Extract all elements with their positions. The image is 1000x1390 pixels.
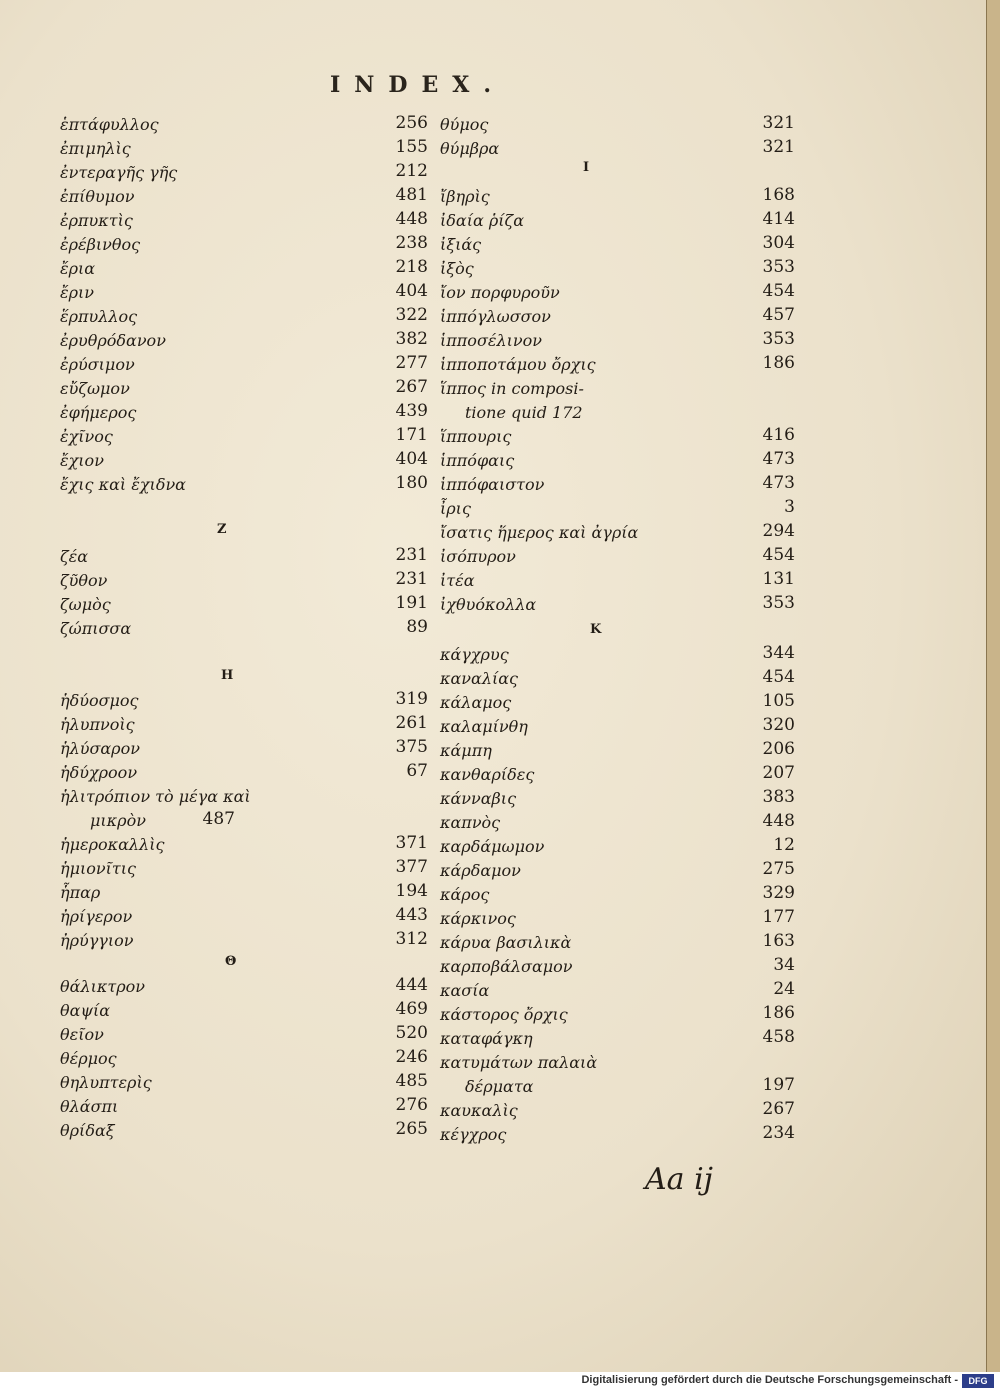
section-letter: Z <box>217 522 227 537</box>
entry-page-number: 473 <box>762 449 795 469</box>
entry-page-number: 231 <box>395 545 428 565</box>
entry-page-number: 443 <box>395 905 428 925</box>
entry-term: ἧπαρ <box>60 883 101 902</box>
entry-term: καλαμίνθη <box>440 717 528 736</box>
entry-page-number: 238 <box>395 233 428 253</box>
entry-term: ἐπιμηλὶς <box>60 139 131 158</box>
entry-page-number: 218 <box>395 257 428 277</box>
entry-page-number: 321 <box>762 137 795 157</box>
entry-term: θαψία <box>60 1001 111 1020</box>
entry-term: κάρδαμον <box>440 861 521 880</box>
entry-page-number: 353 <box>762 257 795 277</box>
entry-page-number: 382 <box>395 329 428 349</box>
entry-page-number: 322 <box>395 305 428 325</box>
section-letter: K <box>590 622 602 637</box>
entry-term: θλάσπι <box>60 1097 119 1116</box>
entry-page-number: 304 <box>762 233 795 253</box>
entry-page-number: 321 <box>762 113 795 133</box>
entry-term: θύμβρα <box>440 139 500 158</box>
entry-term: κάνναβις <box>440 789 517 808</box>
entry-term: θρίδαξ <box>60 1121 115 1140</box>
entry-page-number: 246 <box>395 1047 428 1067</box>
entry-term: καπνὸς <box>440 813 501 832</box>
entry-term: tione quid 172 <box>465 403 583 422</box>
entry-page-number: 473 <box>762 473 795 493</box>
page-title: INDEX. <box>330 72 505 98</box>
entry-term: ἰχθυόκολλα <box>440 595 537 614</box>
entry-term: κάγχρυς <box>440 645 509 664</box>
entry-term: μικρὸν <box>90 811 146 830</box>
entry-page-number: 416 <box>762 425 795 445</box>
entry-term: κάρυα βασιλικὰ <box>440 933 572 952</box>
entry-term: ἰξιάς <box>440 235 482 254</box>
page-edge <box>986 0 1000 1372</box>
entry-page-number: 454 <box>762 667 795 687</box>
entry-term: θέρμος <box>60 1049 117 1068</box>
entry-term: ζῦθον <box>60 571 108 590</box>
entry-term: θάλικτρον <box>60 977 145 996</box>
entry-page-number: 320 <box>762 715 795 735</box>
entry-term: ἴσατις ἥμερος καὶ ἀγρία <box>440 523 639 542</box>
entry-page-number: 353 <box>762 329 795 349</box>
entry-page-number: 155 <box>395 137 428 157</box>
entry-term: ἰτέα <box>440 571 475 590</box>
entry-page-number: 444 <box>395 975 428 995</box>
entry-page-number: 267 <box>395 377 428 397</box>
entry-term: ἡλιτρόπιον τὸ μέγα καὶ <box>60 787 251 806</box>
entry-term: ζέα <box>60 547 89 566</box>
entry-term: κέγχρος <box>440 1125 507 1144</box>
entry-page-number: 383 <box>762 787 795 807</box>
entry-page-number: 414 <box>762 209 795 229</box>
entry-term: ἶρις <box>440 499 471 518</box>
entry-page-number: 89 <box>406 617 428 637</box>
entry-term: κάλαμος <box>440 693 512 712</box>
entry-term: ἵππος in composi- <box>440 379 584 398</box>
entry-page-number: 105 <box>762 691 795 711</box>
entry-term: ἔριν <box>60 283 94 302</box>
entry-page-number: 275 <box>762 859 795 879</box>
entry-page-number: 294 <box>762 521 795 541</box>
entry-page-number: 448 <box>762 811 795 831</box>
entry-term: ἔρια <box>60 259 96 278</box>
entry-term: θηλυπτερὶς <box>60 1073 152 1092</box>
entry-page-number: 67 <box>406 761 428 781</box>
entry-term: ἡμιονῖτις <box>60 859 136 878</box>
entry-page-number: 485 <box>395 1071 428 1091</box>
entry-page-number: 454 <box>762 545 795 565</box>
entry-page-number: 256 <box>395 113 428 133</box>
footer-credit: Digitalisierung gefördert durch die Deutsche Forschungsgemeinschaft - <box>581 1374 958 1386</box>
entry-term: ἕρπυλλος <box>60 307 138 326</box>
entry-page-number: 277 <box>395 353 428 373</box>
entry-term: κατυμάτων παλαιὰ <box>440 1053 598 1072</box>
entry-page-number: 3 <box>784 497 795 517</box>
entry-term: ἐντεραγῆς γῆς <box>60 163 178 182</box>
entry-page-number: 454 <box>762 281 795 301</box>
entry-term: εὔζωμον <box>60 379 130 398</box>
entry-page-number: 267 <box>762 1099 795 1119</box>
entry-term: ἐρύσιμον <box>60 355 135 374</box>
entry-term: ζωμὸς <box>60 595 111 614</box>
entry-page-number: 457 <box>762 305 795 325</box>
entry-page-number: 177 <box>762 907 795 927</box>
entry-term: ἱπποσέλινον <box>440 331 542 350</box>
entry-term: θύμος <box>440 115 489 134</box>
entry-page-number: 168 <box>762 185 795 205</box>
entry-term: ἱππόγλωσσον <box>440 307 551 326</box>
entry-term: θεῖον <box>60 1025 104 1044</box>
entry-term: καυκαλὶς <box>440 1101 518 1120</box>
entry-page-number: 212 <box>395 161 428 181</box>
entry-page-number: 404 <box>395 449 428 469</box>
entry-page-number: 131 <box>762 569 795 589</box>
entry-term: κάρκινος <box>440 909 516 928</box>
entry-page-number: 319 <box>395 689 428 709</box>
entry-page-number: 265 <box>395 1119 428 1139</box>
entry-page-number: 171 <box>395 425 428 445</box>
entry-page-number: 194 <box>395 881 428 901</box>
entry-term: ἰξὸς <box>440 259 474 278</box>
entry-term: καναλίας <box>440 669 519 688</box>
entry-page-number: 404 <box>395 281 428 301</box>
entry-page-number: 163 <box>762 931 795 951</box>
entry-page-number: 206 <box>762 739 795 759</box>
entry-term: ἴβηρὶς <box>440 187 490 206</box>
entry-page-number: 191 <box>395 593 428 613</box>
entry-page-number: 487 <box>202 809 235 829</box>
entry-term: ἑπτάφυλλος <box>60 115 159 134</box>
entry-term: ἔχις καὶ ἔχιδνα <box>60 475 186 494</box>
entry-page-number: 312 <box>395 929 428 949</box>
entry-term: κανθαρίδες <box>440 765 535 784</box>
entry-term: ἐπίθυμον <box>60 187 135 206</box>
dfg-logo: DFG <box>962 1374 994 1388</box>
entry-term: ἵππουρις <box>440 427 512 446</box>
entry-term: δέρματα <box>465 1077 534 1096</box>
entry-term: κάρος <box>440 885 490 904</box>
entry-term: ἡδύχροον <box>60 763 138 782</box>
entry-page-number: 329 <box>762 883 795 903</box>
entry-page-number: 439 <box>395 401 428 421</box>
entry-page-number: 458 <box>762 1027 795 1047</box>
entry-term: ἡλυπνοὶς <box>60 715 135 734</box>
entry-page-number: 186 <box>762 1003 795 1023</box>
section-letter: Θ <box>225 954 237 969</box>
entry-page-number: 344 <box>762 643 795 663</box>
entry-page-number: 276 <box>395 1095 428 1115</box>
entry-term: καρδάμωμον <box>440 837 545 856</box>
entry-term: ἱππόφαιστον <box>440 475 545 494</box>
entry-page-number: 261 <box>395 713 428 733</box>
entry-term: ζώπισσα <box>60 619 132 638</box>
signature-mark: Aa ij <box>645 1162 713 1197</box>
entry-term: ἡδύοσμος <box>60 691 139 710</box>
footer-bar <box>0 1372 1000 1390</box>
entry-term: ἐρέβινθος <box>60 235 141 254</box>
entry-page-number: 197 <box>762 1075 795 1095</box>
entry-page-number: 207 <box>762 763 795 783</box>
entry-term: ἱπποποτάμου ὄρχις <box>440 355 596 374</box>
entry-page-number: 371 <box>395 833 428 853</box>
entry-page-number: 353 <box>762 593 795 613</box>
entry-page-number: 481 <box>395 185 428 205</box>
entry-term: ἠρίγερον <box>60 907 133 926</box>
entry-page-number: 448 <box>395 209 428 229</box>
entry-term: κάμπη <box>440 741 492 760</box>
entry-term: καταφάγκη <box>440 1029 533 1048</box>
section-letter: I <box>583 160 590 175</box>
entry-page-number: 12 <box>773 835 795 855</box>
entry-page-number: 520 <box>395 1023 428 1043</box>
entry-term: ἠρύγγιον <box>60 931 134 950</box>
entry-term: ἐρυθρόδανον <box>60 331 166 350</box>
entry-term: καρποβάλσαμον <box>440 957 573 976</box>
entry-term: κάστορος ὄρχις <box>440 1005 568 1024</box>
section-letter: H <box>221 668 234 683</box>
entry-page-number: 186 <box>762 353 795 373</box>
entry-page-number: 234 <box>762 1123 795 1143</box>
entry-page-number: 180 <box>395 473 428 493</box>
entry-term: ἱππόφαις <box>440 451 515 470</box>
entry-term: ἡμεροκαλλὶς <box>60 835 165 854</box>
entry-page-number: 231 <box>395 569 428 589</box>
entry-page-number: 377 <box>395 857 428 877</box>
entry-page-number: 34 <box>773 955 795 975</box>
entry-term: ἐχῖνος <box>60 427 113 446</box>
entry-page-number: 24 <box>773 979 795 999</box>
entry-page-number: 469 <box>395 999 428 1019</box>
entry-page-number: 375 <box>395 737 428 757</box>
entry-term: κασία <box>440 981 490 1000</box>
entry-term: ἰσόπυρον <box>440 547 516 566</box>
entry-term: ἡλύσαρον <box>60 739 140 758</box>
entry-term: ἐρπυκτὶς <box>60 211 133 230</box>
entry-term: ἐφήμερος <box>60 403 137 422</box>
entry-term: ἔχιον <box>60 451 104 470</box>
entry-term: ἰδαία ῥίζα <box>440 211 525 230</box>
entry-term: ἴον πορφυροῦν <box>440 283 560 302</box>
